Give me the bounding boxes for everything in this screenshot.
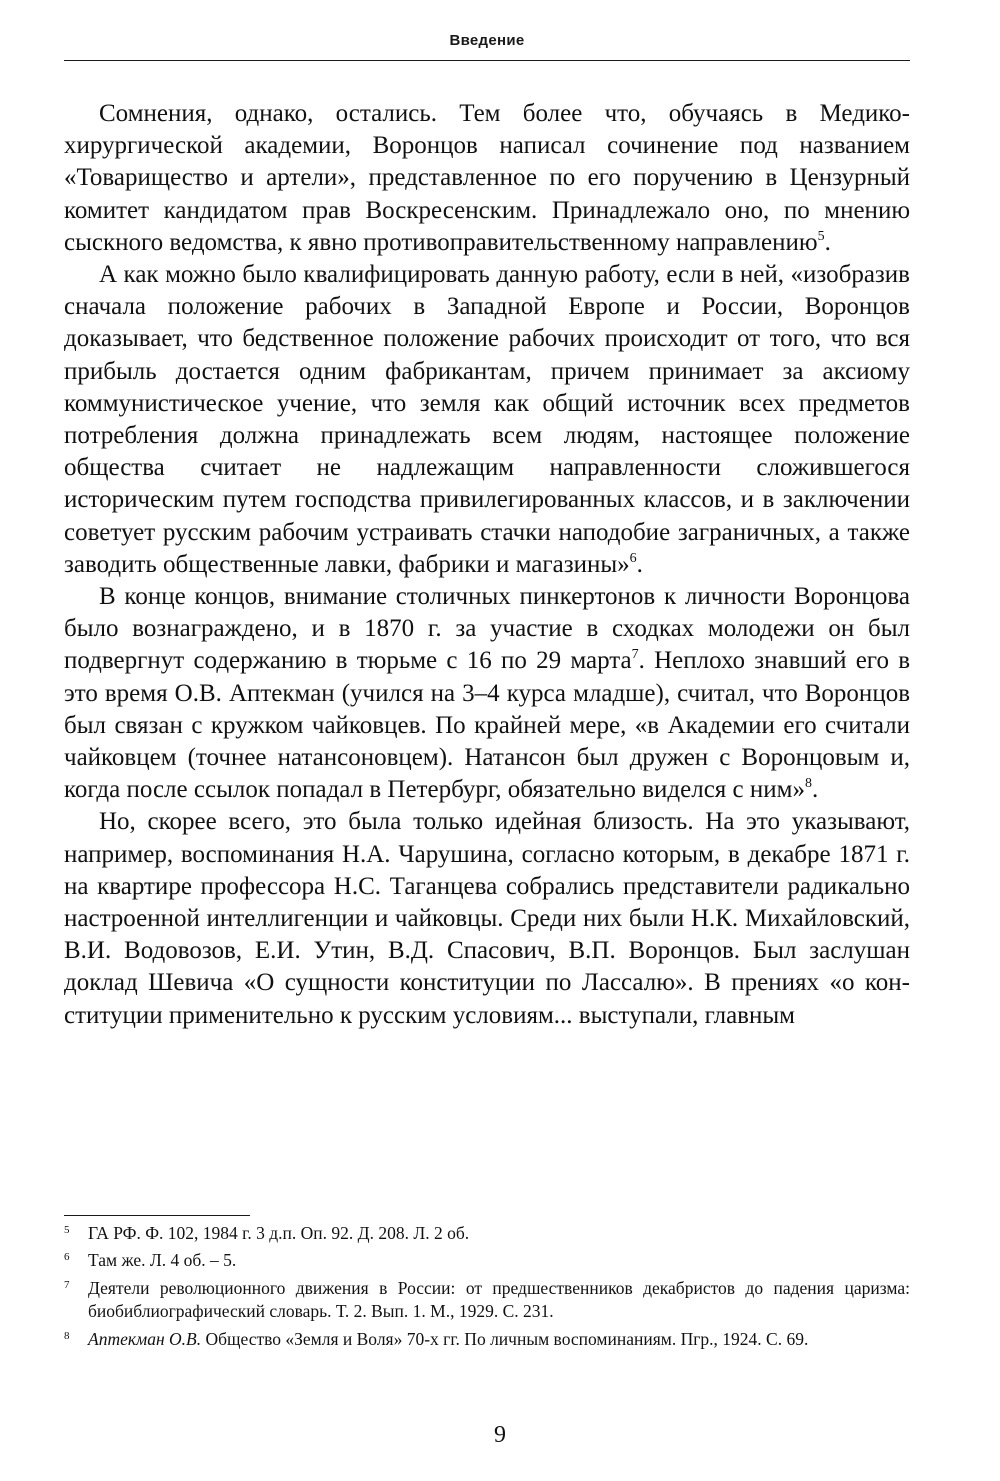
footnote-number: 5	[64, 1224, 70, 1236]
footnote	[64, 1222, 910, 1245]
paragraph	[64, 98, 910, 259]
footnote	[64, 1249, 910, 1272]
running-title: Введение	[449, 32, 525, 49]
text-run: Сомнения, однако, остались. Тем более что, обучаясь в Медикохирургической академии, Воронцов написал сочинение под названием «Товарищество и артели», представленное по его поручению в Цензурный комитет кандидатом прав Воскресенским. Принадлежало оно, по мнению сыскного ведомства, к явно противоправительственному направлению	[64, 100, 910, 256]
text-run: .	[824, 228, 831, 256]
footnote-text: Деятели революционного движения в России: от предшественников декабристов до падения царизма: биобиблиографический словарь. Т. 2. Вып. 1. М., 1929. С. 231.	[88, 1277, 910, 1322]
footnote-text: Общество «Земля и Воля» 70-х гг. По личным воспоминаниям. Пгр., 1924. С. 69.	[201, 1328, 809, 1349]
paragraph	[64, 581, 910, 806]
text-run: .	[636, 550, 643, 578]
footnote-ref: 6	[629, 550, 637, 566]
text-run: .	[811, 776, 819, 804]
paragraph	[64, 259, 910, 581]
text-run: А как можно было квалифицировать данную работу, если в ней, «изобразив сначала положение рабочих в Западной Европе и России, Воронцов доказывает, что бедственное положение рабочих происходит от того, что вся прибыль достается одним фабрикантам, причем принимает за аксиому коммунистическое учение, что земля как общий источник всех предметов потребления должна принадлежать всем людям, настоящее положение общества считает не надлежащим направленности сложившегося историческим путем господства привилегированных классов, и в заключении советует русским рабочим устраивать стачки наподобие заграничных, а также заводить общественные лавки, фабрики и магазины»	[64, 261, 910, 578]
footnote-number: 6	[64, 1251, 70, 1264]
footnote-rule	[64, 1215, 250, 1216]
footnote-ref: 5	[817, 228, 825, 244]
footnote-text: Там же. Л. 4 об. – 5.	[88, 1250, 237, 1271]
main-text	[64, 98, 910, 1032]
text-run: . Неплохо знавший его в это время О.В. Аптекман (учился на 3–4 курса младше), считал, что Воронцов был связан с кружком чайковцев. По крайней мере, «в Академии его считали чайковцем (точнее натансоновцем). Натансон был дружен с Воронцовым и, когда после ссылок попадал в Петербург, обязательно виделся с ним»	[64, 647, 910, 804]
header-rule	[64, 60, 910, 61]
footnote	[64, 1328, 910, 1351]
footnote-number: 7	[64, 1278, 70, 1291]
footnote-author: Аптекман О.В.	[88, 1328, 202, 1349]
footnotes	[64, 1222, 910, 1355]
paragraph	[64, 806, 910, 1031]
footnote-ref: 7	[631, 647, 639, 663]
text-run: В конце концов, внимание столичных пинкертонов к личности Воронцова было вознаграждено, и в 1870 г. за участие в сходках молодежи он был подвергнут содержанию в тюрьме с 16 по 29 марта	[64, 583, 910, 675]
page-number: 9	[494, 1422, 506, 1448]
footnote-text: ГА РФ. Ф. 102, 1984 г. 3 д.п. Оп. 92. Д. 208. Л. 2 об.	[88, 1223, 470, 1243]
footnote-number: 8	[64, 1329, 70, 1342]
footnote	[64, 1277, 910, 1324]
footnote-ref: 8	[804, 776, 812, 792]
text-run: Но, скорее всего, это была только идейная близость. На это указывают, например, воспоминания Н.А. Чарушина, согласно которым, в декабре 1871 г. на квартире профессора Н.С. Таганцева собрались представители радикально настроенной интеллигенции и чайковцы. Среди них были Н.К. Михайловский, В.И. Водовозов, Е.И. Утин, В.Д. Спасович, В.П. Воронцов. Был заслушан доклад Шевича «О сущности конституции по Лассалю». В прениях «о конституции применительно к русским условиям... выступали, главным	[64, 808, 910, 1029]
